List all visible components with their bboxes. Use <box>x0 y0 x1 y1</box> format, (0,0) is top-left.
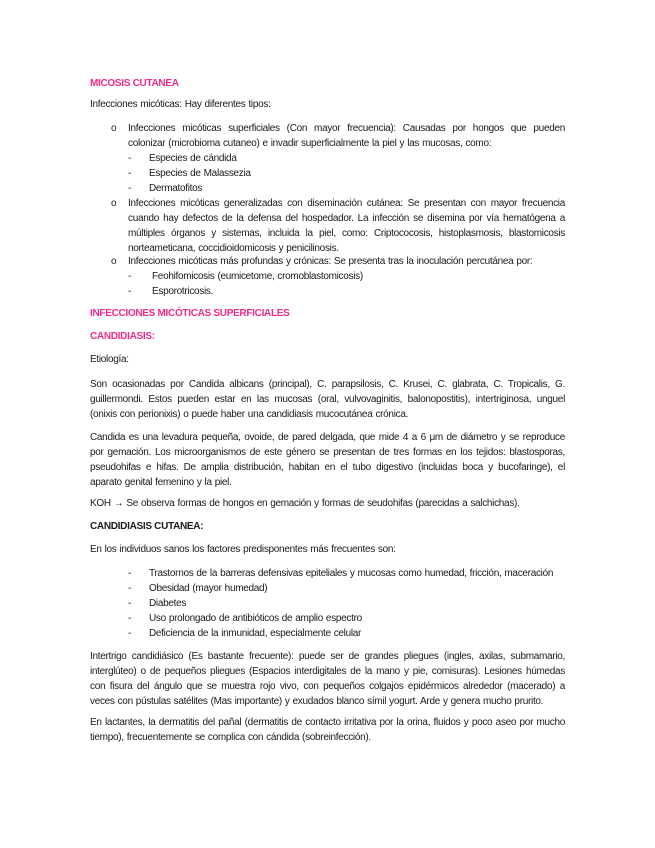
paragraph-intertrigo: Intertrigo candidiásico (Es bastante frecuente): puede ser de grandes pliegues (ingles, axilas, submamario, interglúteo) o de pequeños pliegues (Espacios interdigitales de la mano y pie, comisuras). Lesiones húmedas con fisura del ángulo que se muestra rojo vivo, con pequeños colgajos epidérmicos alrededor (macerado) a veces con pústulas satélites (Mas importante) y exudados blanco símil yogurt. Arde y genera mucho prurito. <box>90 651 565 707</box>
paragraph-lactantes: En lactantes, la dermatitis del pañal (dermatitis de contacto irritativa por la orina, fluidos y poco aseo por mucho tiempo), frecuentemente se complica con cándida (sobreinfección). <box>90 717 565 743</box>
list-item-inmunidad: Deficiencia de la inmunidad, especialmente celular <box>149 628 362 639</box>
circle-bullet: o <box>111 256 117 267</box>
list-item-malassezia: Especies de Malassezia <box>149 168 251 179</box>
type-generalizadas-text: Infecciones micóticas generalizadas con diseminación cutánea: Se presentan con mayor frecuencia cuando hay defectos de la defensa del hospedador. La infección se disemina por vía hematógena a múltiples órganos y sistemas, incluida la piel, como: Criptococosis, histoplasmosis, blastomicosis norteameticana, coccidioidomicosis y penicilinosis. <box>128 198 565 254</box>
paragraph-factores: En los individuos sanos los factores predisponentes más frecuentes son: <box>90 544 396 555</box>
list-item-antibioticos: Uso prolongado de antibióticos de amplio espectro <box>149 613 362 624</box>
circle-bullet: o <box>111 198 117 209</box>
circle-bullet: o <box>111 123 117 134</box>
heading-candidiasis: CANDIDIASIS: <box>90 331 155 342</box>
list-item-trastornos: Trastornos de la barreras defensivas epiteliales y mucosas como humedad, fricción, maceración <box>149 568 554 579</box>
dash-bullet: - <box>128 168 132 179</box>
dash-bullet: - <box>128 183 132 194</box>
list-item-dermatofitos: Dermatofitos <box>149 183 203 194</box>
list-item-feohifomicosis: Feohifomicosis (eumicetome, cromoblastomicosis) <box>152 271 363 282</box>
dash-bullet: - <box>128 153 132 164</box>
title-micosis-cutanea: MICOSIS CUTANEA <box>90 78 179 89</box>
etiologia-label: Etiología: <box>90 354 129 365</box>
paragraph-koh: KOH → Se observa formas de hongos en gemación y formas de seudohifas (parecidas a salchichas). <box>90 498 520 509</box>
type-superficial-text: Infecciones micóticas superficiales (Con mayor frecuencia): Causadas por hongos que pueden colonizar (microbioma cutaneo) e invadir superficialmente la piel y las mucosas, como: <box>128 123 565 149</box>
type-profundas-text: Infecciones micóticas más profundas y crónicas: Se presenta tras la inoculación percutánea por: <box>128 256 533 267</box>
list-item-obesidad: Obesidad (mayor humedad) <box>149 583 268 594</box>
list-item-esporotricosis: Esporotricosis. <box>152 286 214 297</box>
paragraph-especies: Son ocasionadas por Candida albicans (principal), C. parapsilosis, C. Krusei, C. glabrata, C. Tropicalis, G. guillermondi. Estos pueden estar en las mucosas (oral, vulvovaginitis, balonopostitis), intertriginosa, unguel (onixis con perionixis) o puede haber una candidiasis mucocutánea crónica. <box>90 379 565 420</box>
dash-bullet: - <box>128 598 132 609</box>
list-item-candida: Especies de cándida <box>149 153 237 164</box>
dash-bullet: - <box>128 613 132 624</box>
heading-candidiasis-cutanea: CANDIDIASIS CUTANEA: <box>90 521 204 532</box>
dash-bullet: - <box>128 583 132 594</box>
dash-bullet: - <box>128 568 132 579</box>
intro-text: Infecciones micóticas: Hay diferentes tipos: <box>90 99 271 110</box>
list-item-diabetes: Diabetes <box>149 598 187 609</box>
heading-infecciones-superficiales: INFECCIONES MICÓTICAS SUPERFICIALES <box>90 308 290 319</box>
dash-bullet: - <box>128 271 132 282</box>
dash-bullet: - <box>128 286 132 297</box>
paragraph-levadura: Candida es una levadura pequeña, ovoide, de pared delgada, que mide 4 a 6 μm de diámetro y se reproduce por gemación. Los microorganismos de este género se presentan de tres formas en los tejidos: blastosporas, pseudohifas e hifas. De amplia distribución, habitan en el tubo digestivo (incluidas boca y bucofaringe), el aparato genital femenino y la piel. <box>90 432 565 488</box>
dash-bullet: - <box>128 628 132 639</box>
